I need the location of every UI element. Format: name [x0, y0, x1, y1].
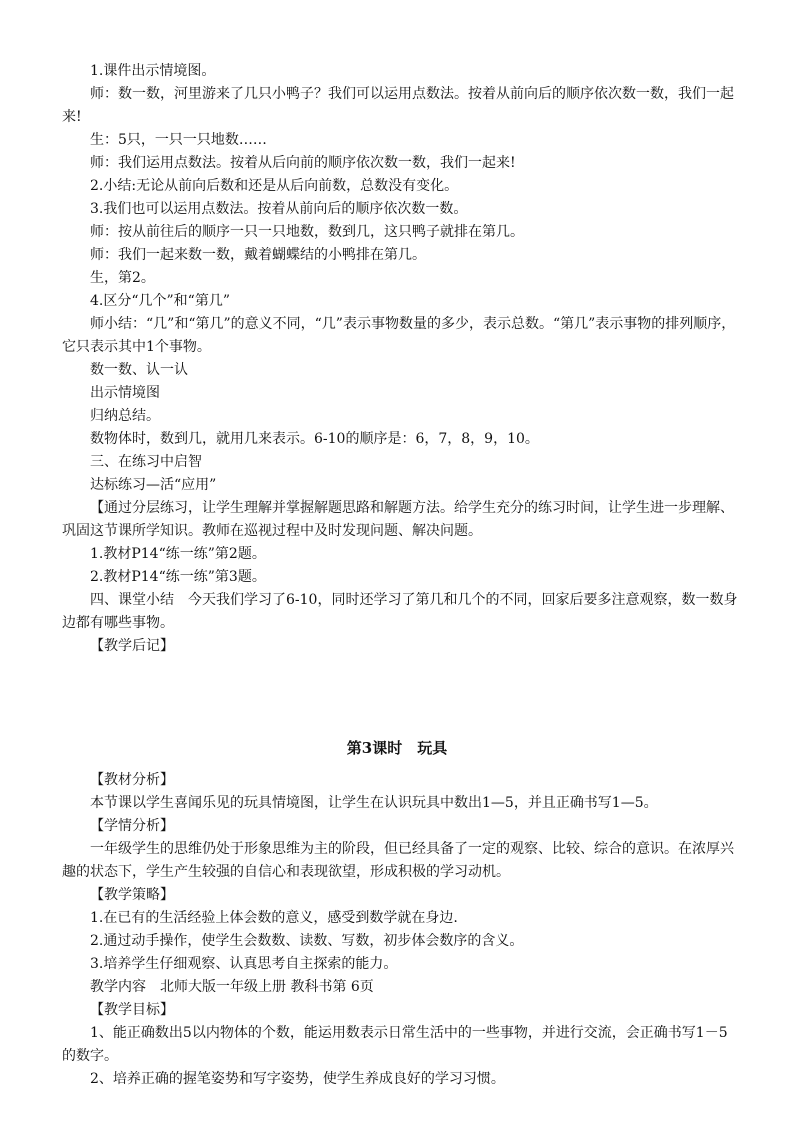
text-line: 生，第2。 [90, 270, 155, 286]
text-paragraph: 1、能正确数出5以内物体的个数，能运用数表示日常生活中的一些事物，并进行交流，会正确书写1－5的数字。 [62, 1025, 728, 1064]
text-line: 出示情境图 [90, 385, 160, 401]
text-paragraph: 本节课以学生喜闻乐见的玩具情境图，让学生在认识玩具中数出1—5，并且正确书写1—5。 [90, 795, 658, 811]
text-line: 4.区分“几个”和“第几” [90, 293, 230, 309]
text-line: 3.培养学生仔细观察、认真思考自主探索的能力。 [90, 956, 398, 972]
section-heading: 【教材分析】 [90, 772, 174, 788]
text-line: 师：我们一起来数一数，戴着蝴蝶结的小鸭排在第几。 [90, 247, 426, 263]
text-line: 2.小结:无论从前向后数和还是从后向前数，总数没有变化。 [90, 178, 459, 194]
text-paragraph: 师小结：“几”和“第几”的意义不同，“几”表示事物数量的多少，表示总数。“第几”表示事物的排列顺序，它只表示其中1个事物。 [62, 316, 736, 355]
text-line: 达标练习—活“应用” [90, 477, 217, 493]
section-heading: 【教学目标】 [90, 1002, 174, 1018]
text-line: 3.我们也可以运用点数法。按着从前向后的顺序依次数一数。 [90, 201, 468, 217]
text-paragraph: 师：数一数，河里游来了几只小鸭子？我们可以运用点数法。按着从前向后的顺序依次数一数，我们一起来! [62, 86, 734, 125]
text-line: 师：按从前往后的顺序一只一只地数，数到几，这只鸭子就排在第几。 [90, 224, 524, 240]
section-heading: 【学情分析】 [90, 818, 174, 834]
lesson-process-section [62, 60, 740, 658]
text-paragraph: 四、课堂小结 今天我们学习了6-10，同时还学习了第几和几个的不同，回家后要多注意观察，数一数身边都有哪些事物。 [62, 592, 738, 631]
text-line: 2、培养正确的握笔姿势和写字姿势，使学生养成良好的学习习惯。 [90, 1071, 505, 1087]
text-line: 生：5只，一只一只地数…… [90, 132, 267, 148]
text-line: 师：我们运用点数法。按着从后向前的顺序依次数一数，我们一起来! [90, 155, 516, 171]
text-line: 数一数、认一认 [90, 362, 188, 378]
section-heading: 【教学策略】 [90, 887, 174, 903]
text-line: 2.通过动手操作，使学生会数数、读数、写数，初步体会数序的含义。 [90, 933, 524, 949]
lesson-title: 第3课时 玩具 [346, 739, 448, 757]
text-line: 1.教材P14“练一练”第2题。 [90, 546, 266, 562]
text-paragraph: 【通过分层练习，让学生理解并掌握解题思路和解题方法。给学生充分的练习时间，让学生进一步理解、巩固这节课所学知识。教师在巡视过程中及时发现问题、解决问题。 [62, 500, 734, 539]
text-line: 数物体时，数到几，就用几来表示。6-10的顺序是：6，7，8，9，10。 [90, 431, 539, 447]
text-line: 【教学后记】 [90, 638, 174, 654]
text-line: 教学内容 北师大版一年级上册 教科书第 6页 [90, 979, 374, 995]
text-line: 1.课件出示情境图。 [90, 63, 216, 79]
text-line: 2.教材P14“练一练”第3题。 [90, 569, 266, 585]
text-line: 1.在已有的生活经验上体会数的意义，感受到数学就在身边. [90, 910, 458, 926]
lesson-plan-section [62, 769, 740, 1091]
text-line: 归纳总结。 [90, 408, 160, 424]
text-paragraph: 一年级学生的思维仍处于形象思维为主的阶段，但已经具备了一定的观察、比较、综合的意识。在浓厚兴趣的状态下，学生产生较强的自信心和表现欲望，形成积极的学习动机。 [62, 841, 734, 880]
text-line: 三、在练习中启智 [90, 454, 202, 470]
